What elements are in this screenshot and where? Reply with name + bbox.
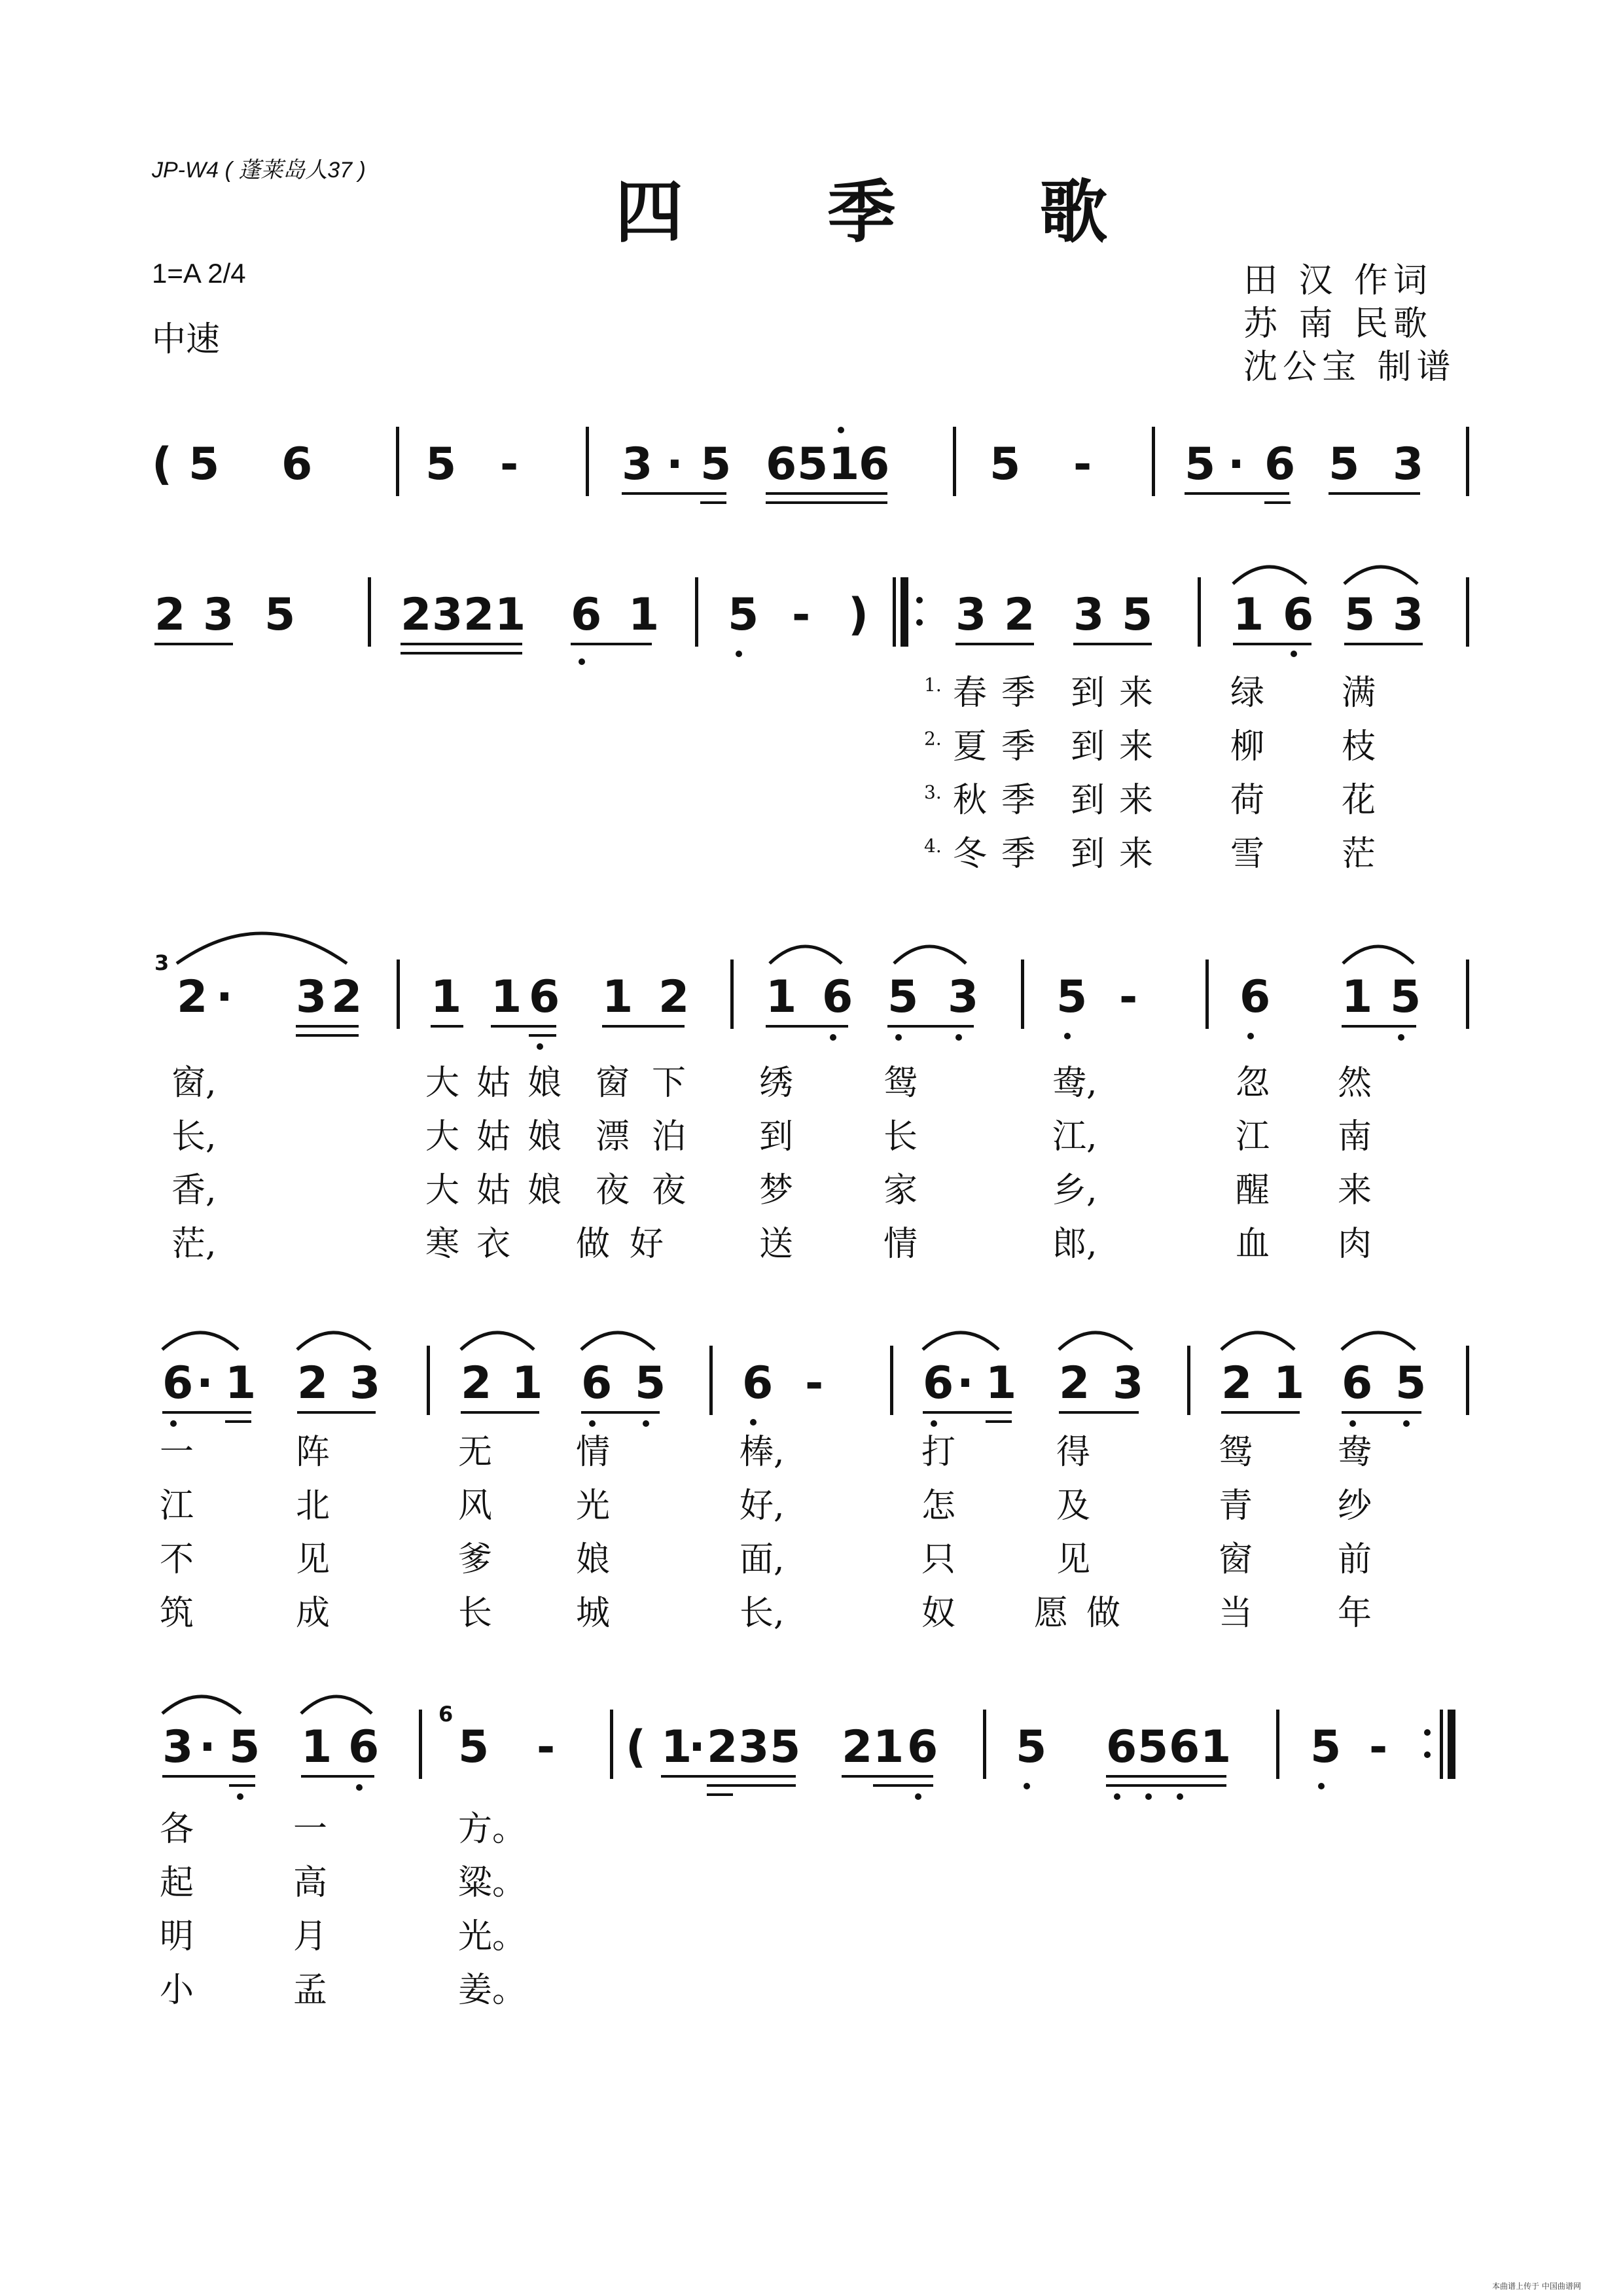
lyric: 到 bbox=[1071, 727, 1105, 766]
lyric: 家 bbox=[883, 1171, 918, 1210]
lyric: 风 bbox=[458, 1486, 493, 1526]
note: 6 bbox=[281, 439, 313, 490]
lyric: 窗, bbox=[171, 1064, 217, 1103]
grace-note: 6 bbox=[438, 1702, 454, 1727]
note: 6 bbox=[1342, 1357, 1373, 1409]
lyric: 奴 bbox=[921, 1594, 956, 1633]
note: 3 bbox=[1393, 589, 1424, 641]
note: 5 bbox=[797, 439, 829, 490]
note: 6 bbox=[766, 439, 797, 490]
grace-note: 3 bbox=[154, 950, 169, 975]
score-code: JP-W4 ( 蓬莱岛人37 ) bbox=[152, 158, 366, 183]
note: 5 bbox=[1122, 589, 1153, 641]
lyric: 高 bbox=[293, 1863, 328, 1903]
barline bbox=[890, 1346, 893, 1415]
note: 2 bbox=[1004, 589, 1035, 641]
lyric: 春 bbox=[953, 673, 988, 713]
lyric: 城 bbox=[576, 1594, 611, 1633]
lyric: 泊 bbox=[652, 1117, 687, 1157]
lyric: 送 bbox=[759, 1225, 794, 1264]
lyric: 情 bbox=[576, 1433, 611, 1472]
note: 5 bbox=[887, 971, 919, 1023]
lyric: 姑 bbox=[476, 1117, 511, 1157]
lyric: 大 bbox=[425, 1171, 460, 1210]
slur bbox=[1342, 1333, 1415, 1350]
lyric: 明 bbox=[160, 1917, 194, 1956]
lyric: 乡, bbox=[1052, 1171, 1097, 1210]
dot: · bbox=[666, 439, 683, 490]
dot: · bbox=[688, 1721, 705, 1773]
note: 3 bbox=[1393, 439, 1424, 490]
note: 5 bbox=[990, 439, 1021, 490]
lyric: 雪 bbox=[1230, 834, 1265, 874]
slur bbox=[297, 1333, 370, 1350]
note: 5 bbox=[770, 1721, 801, 1773]
note: 3 bbox=[948, 971, 979, 1023]
slur bbox=[1059, 1333, 1132, 1350]
lyric: 前 bbox=[1338, 1540, 1372, 1579]
page-title: 四 季 歌 bbox=[615, 171, 1168, 252]
note: 6 bbox=[822, 971, 853, 1023]
note: 1 bbox=[301, 1721, 332, 1773]
note: 5 bbox=[728, 589, 759, 641]
lyric: 各 bbox=[160, 1810, 194, 1849]
barline bbox=[610, 1710, 613, 1779]
note: 2 bbox=[1221, 1357, 1253, 1409]
paren: ( bbox=[626, 1721, 647, 1773]
lyric: 好 bbox=[630, 1225, 664, 1264]
credit-origin: 苏 南 民歌 bbox=[1243, 304, 1433, 344]
note: 5 bbox=[1390, 971, 1421, 1023]
verse-number: 3. bbox=[924, 781, 942, 803]
note: 3 bbox=[349, 1357, 381, 1409]
note: 6 bbox=[742, 1357, 774, 1409]
note: 5 bbox=[458, 1721, 490, 1773]
note: 1 bbox=[829, 439, 860, 490]
note: 2 bbox=[297, 1357, 329, 1409]
lyric: 长 bbox=[458, 1594, 493, 1633]
lyric: 姑 bbox=[476, 1064, 511, 1103]
slur bbox=[923, 1333, 999, 1350]
lyric: 年 bbox=[1338, 1594, 1372, 1633]
slur bbox=[1221, 1333, 1294, 1350]
dash: - bbox=[805, 1357, 824, 1409]
lyric: 爹 bbox=[458, 1540, 493, 1579]
barline bbox=[983, 1710, 986, 1779]
lyric: 成 bbox=[296, 1594, 330, 1633]
lyric: 肉 bbox=[1338, 1225, 1372, 1264]
verse-number: 1. bbox=[924, 674, 942, 696]
lyric: 娘 bbox=[527, 1064, 562, 1103]
dot: · bbox=[1228, 439, 1245, 490]
lyric: 得 bbox=[1056, 1433, 1091, 1472]
barline bbox=[1466, 1346, 1469, 1415]
dash: - bbox=[1073, 439, 1092, 490]
lyric: 到 bbox=[759, 1117, 794, 1157]
dash: - bbox=[500, 439, 519, 490]
note: 3 bbox=[738, 1721, 770, 1773]
note: 1 bbox=[628, 589, 660, 641]
note: 2 bbox=[331, 971, 363, 1023]
lyric: 江, bbox=[1052, 1117, 1097, 1157]
lyric: 棒, bbox=[740, 1433, 785, 1472]
note: 5 bbox=[635, 1357, 666, 1409]
lyric: 做 bbox=[1086, 1594, 1121, 1633]
dot: · bbox=[196, 1357, 213, 1409]
note: 1 bbox=[602, 971, 633, 1023]
lyric: 怎 bbox=[921, 1486, 956, 1526]
lyric: 情 bbox=[883, 1225, 918, 1264]
lyric: 娘 bbox=[527, 1117, 562, 1157]
dash: - bbox=[792, 589, 811, 641]
slur bbox=[1344, 567, 1418, 584]
slur bbox=[581, 1333, 654, 1350]
note: 3 bbox=[296, 971, 327, 1023]
lyric: 南 bbox=[1338, 1117, 1372, 1157]
lyric: 鸳 bbox=[883, 1064, 918, 1103]
lyric: 姑 bbox=[476, 1171, 511, 1210]
note: 3 bbox=[432, 589, 463, 641]
lyric: 夜 bbox=[652, 1171, 687, 1210]
lyric: 满 bbox=[1342, 673, 1376, 713]
lyric: 做 bbox=[576, 1225, 611, 1264]
lyric: 梦 bbox=[759, 1171, 794, 1210]
footer-watermark: 本曲谱上传于 中国曲谱网 bbox=[1492, 2282, 1581, 2291]
note: 3 bbox=[162, 1721, 194, 1773]
lyric: 月 bbox=[293, 1917, 328, 1956]
note: 6 bbox=[348, 1721, 380, 1773]
lyric: 筑 bbox=[160, 1594, 194, 1633]
barline bbox=[1021, 960, 1024, 1029]
lyric: 江 bbox=[160, 1486, 194, 1526]
note: 1 bbox=[1233, 589, 1264, 641]
barline bbox=[730, 960, 734, 1029]
note: 6 bbox=[571, 589, 602, 641]
lyric: 阵 bbox=[296, 1433, 330, 1472]
lyric: 荷 bbox=[1230, 781, 1265, 820]
lyric: 茫, bbox=[171, 1225, 217, 1264]
note: 2 bbox=[707, 1721, 738, 1773]
lyric: 夜 bbox=[596, 1171, 630, 1210]
lyric: 面, bbox=[740, 1540, 785, 1579]
lyric: 来 bbox=[1338, 1171, 1372, 1210]
lyric: 见 bbox=[296, 1540, 330, 1579]
note: 2 bbox=[842, 1721, 873, 1773]
note: 5 bbox=[1329, 439, 1360, 490]
lyric: 忽 bbox=[1236, 1064, 1270, 1103]
lyric: 娘 bbox=[576, 1540, 611, 1579]
lyric: 打 bbox=[921, 1433, 956, 1472]
dot: · bbox=[199, 1721, 216, 1773]
lyric: 来 bbox=[1119, 727, 1154, 766]
lyric: 冬 bbox=[953, 834, 988, 874]
note: 1 bbox=[766, 971, 797, 1023]
lyric: 醒 bbox=[1236, 1171, 1270, 1210]
tempo-marking: 中速 bbox=[152, 320, 221, 359]
barline bbox=[397, 960, 400, 1029]
slur bbox=[461, 1333, 534, 1350]
note: 5 bbox=[1344, 589, 1376, 641]
slur bbox=[162, 1333, 238, 1350]
note: 6 bbox=[859, 439, 890, 490]
note: 6 bbox=[162, 1357, 194, 1409]
lyric: 长, bbox=[171, 1117, 217, 1157]
note: 5 bbox=[1056, 971, 1088, 1023]
note: 6 bbox=[1106, 1721, 1137, 1773]
note: 6 bbox=[923, 1357, 954, 1409]
lyric: 郎, bbox=[1052, 1225, 1097, 1264]
barline bbox=[1187, 1346, 1190, 1415]
lyric: 粱。 bbox=[458, 1863, 527, 1903]
note: 1 bbox=[225, 1357, 257, 1409]
note: 3 bbox=[622, 439, 653, 490]
lyric: 起 bbox=[160, 1863, 194, 1903]
dash: - bbox=[1369, 1721, 1388, 1773]
lyric: 窗 bbox=[596, 1064, 630, 1103]
note: 2 bbox=[154, 589, 186, 641]
lyric: 夏 bbox=[953, 727, 988, 766]
lyric: 来 bbox=[1119, 834, 1154, 874]
credit-lyricist: 田 汉 作词 bbox=[1243, 261, 1433, 300]
note: 1 bbox=[986, 1357, 1017, 1409]
note: 1 bbox=[512, 1357, 543, 1409]
lyric: 茫 bbox=[1342, 834, 1376, 874]
note: 5 bbox=[700, 439, 732, 490]
lyric: 绣 bbox=[759, 1064, 794, 1103]
lyric: 枝 bbox=[1342, 727, 1376, 766]
lyric: 小 bbox=[160, 1971, 194, 2010]
paren: ) bbox=[848, 589, 869, 641]
lyric: 江 bbox=[1236, 1117, 1270, 1157]
barline bbox=[1276, 1710, 1279, 1779]
slur bbox=[894, 946, 966, 963]
note: 6 bbox=[1169, 1721, 1200, 1773]
note: 2 bbox=[463, 589, 495, 641]
note: 2 bbox=[658, 971, 690, 1023]
lyric: 姜。 bbox=[458, 1971, 527, 2010]
lyric: 光。 bbox=[458, 1917, 527, 1956]
note: 3 bbox=[955, 589, 987, 641]
note: 5 bbox=[1016, 1721, 1047, 1773]
note: 1 bbox=[1200, 1721, 1232, 1773]
lyric: 纱 bbox=[1338, 1486, 1372, 1526]
lyric: 一 bbox=[160, 1433, 194, 1472]
lyric: 季 bbox=[1001, 727, 1036, 766]
note: 5 bbox=[188, 439, 220, 490]
lyric: 寒 bbox=[425, 1225, 460, 1264]
note: 1 bbox=[495, 589, 526, 641]
slur bbox=[162, 1696, 241, 1713]
note: 2 bbox=[1059, 1357, 1090, 1409]
barline bbox=[709, 1346, 713, 1415]
note: 1 bbox=[1342, 971, 1373, 1023]
slur bbox=[1233, 567, 1306, 584]
lyric: 季 bbox=[1001, 834, 1036, 874]
lyric: 好, bbox=[740, 1486, 785, 1526]
dot: · bbox=[957, 1357, 974, 1409]
lyric: 到 bbox=[1071, 673, 1105, 713]
lyric: 鸯 bbox=[1338, 1433, 1372, 1472]
lyric: 鸳 bbox=[1219, 1433, 1253, 1472]
note: 5 bbox=[1310, 1721, 1342, 1773]
note: 5 bbox=[1395, 1357, 1427, 1409]
note: 5 bbox=[264, 589, 296, 641]
lyric: 长, bbox=[740, 1594, 785, 1633]
slur bbox=[1343, 946, 1414, 963]
barline bbox=[1205, 960, 1209, 1029]
lyric: 鸯, bbox=[1052, 1064, 1097, 1103]
note: 1 bbox=[491, 971, 522, 1023]
note: 5 bbox=[1185, 439, 1216, 490]
note: 6 bbox=[1264, 439, 1296, 490]
note: 6 bbox=[1283, 589, 1314, 641]
lyric: 花 bbox=[1342, 781, 1376, 820]
slur bbox=[301, 1696, 372, 1713]
note: 5 bbox=[1137, 1721, 1169, 1773]
credit-arranger: 沈公宝 制谱 bbox=[1243, 348, 1456, 387]
note: 5 bbox=[425, 439, 457, 490]
lyric: 只 bbox=[921, 1540, 956, 1579]
note: 2 bbox=[401, 589, 432, 641]
lyric: 大 bbox=[425, 1064, 460, 1103]
lyric: 香, bbox=[171, 1171, 217, 1210]
lyric: 然 bbox=[1338, 1064, 1372, 1103]
lyric: 柳 bbox=[1230, 727, 1265, 766]
barline bbox=[419, 1710, 422, 1779]
paren: ( bbox=[152, 439, 173, 490]
note: 3 bbox=[1113, 1357, 1144, 1409]
note: 3 bbox=[1073, 589, 1105, 641]
lyric: 及 bbox=[1056, 1486, 1091, 1526]
barline bbox=[1466, 960, 1469, 1029]
verse-number: 4. bbox=[924, 835, 942, 857]
lyric: 孟 bbox=[293, 1971, 328, 2010]
key-signature: 1=A 2/4 bbox=[152, 258, 246, 289]
lyric: 方。 bbox=[458, 1810, 527, 1849]
dash: - bbox=[537, 1721, 556, 1773]
lyric: 青 bbox=[1219, 1486, 1253, 1526]
note: 1 bbox=[431, 971, 462, 1023]
slur bbox=[177, 933, 347, 963]
lyric: 不 bbox=[160, 1540, 194, 1579]
note: 6 bbox=[529, 971, 560, 1023]
lyric: 衣 bbox=[476, 1225, 511, 1264]
lyric: 北 bbox=[296, 1486, 330, 1526]
lyric: 绿 bbox=[1230, 673, 1265, 713]
barline bbox=[427, 1346, 430, 1415]
dot: · bbox=[216, 971, 233, 1023]
lyric: 到 bbox=[1071, 834, 1105, 874]
note: 1 bbox=[661, 1721, 692, 1773]
note: 1 bbox=[873, 1721, 904, 1773]
note: 3 bbox=[203, 589, 234, 641]
lyric: 一 bbox=[293, 1810, 328, 1849]
note: 2 bbox=[461, 1357, 492, 1409]
note: 6 bbox=[907, 1721, 938, 1773]
dash: - bbox=[1119, 971, 1138, 1023]
lyric: 窗 bbox=[1219, 1540, 1253, 1579]
lyric: 来 bbox=[1119, 673, 1154, 713]
lyric: 当 bbox=[1219, 1594, 1253, 1633]
lyric: 季 bbox=[1001, 673, 1036, 713]
note: 2 bbox=[177, 971, 208, 1023]
lyric: 到 bbox=[1071, 781, 1105, 820]
lyric: 来 bbox=[1119, 781, 1154, 820]
note: 6 bbox=[581, 1357, 613, 1409]
lyric: 无 bbox=[458, 1433, 493, 1472]
lyric: 见 bbox=[1056, 1540, 1091, 1579]
note: 1 bbox=[1274, 1357, 1305, 1409]
note: 5 bbox=[229, 1721, 260, 1773]
lyric: 娘 bbox=[527, 1171, 562, 1210]
lyric: 愿 bbox=[1034, 1594, 1069, 1633]
slur bbox=[770, 946, 842, 963]
note: 6 bbox=[1240, 971, 1271, 1023]
lyric: 漂 bbox=[596, 1117, 630, 1157]
lyric: 血 bbox=[1236, 1225, 1270, 1264]
lyric: 下 bbox=[652, 1064, 687, 1103]
lyric: 秋 bbox=[953, 781, 988, 820]
verse-number: 2. bbox=[924, 728, 942, 749]
lyric: 大 bbox=[425, 1117, 460, 1157]
lyric: 季 bbox=[1001, 781, 1036, 820]
lyric: 长 bbox=[883, 1117, 918, 1157]
lyric: 光 bbox=[576, 1486, 611, 1526]
